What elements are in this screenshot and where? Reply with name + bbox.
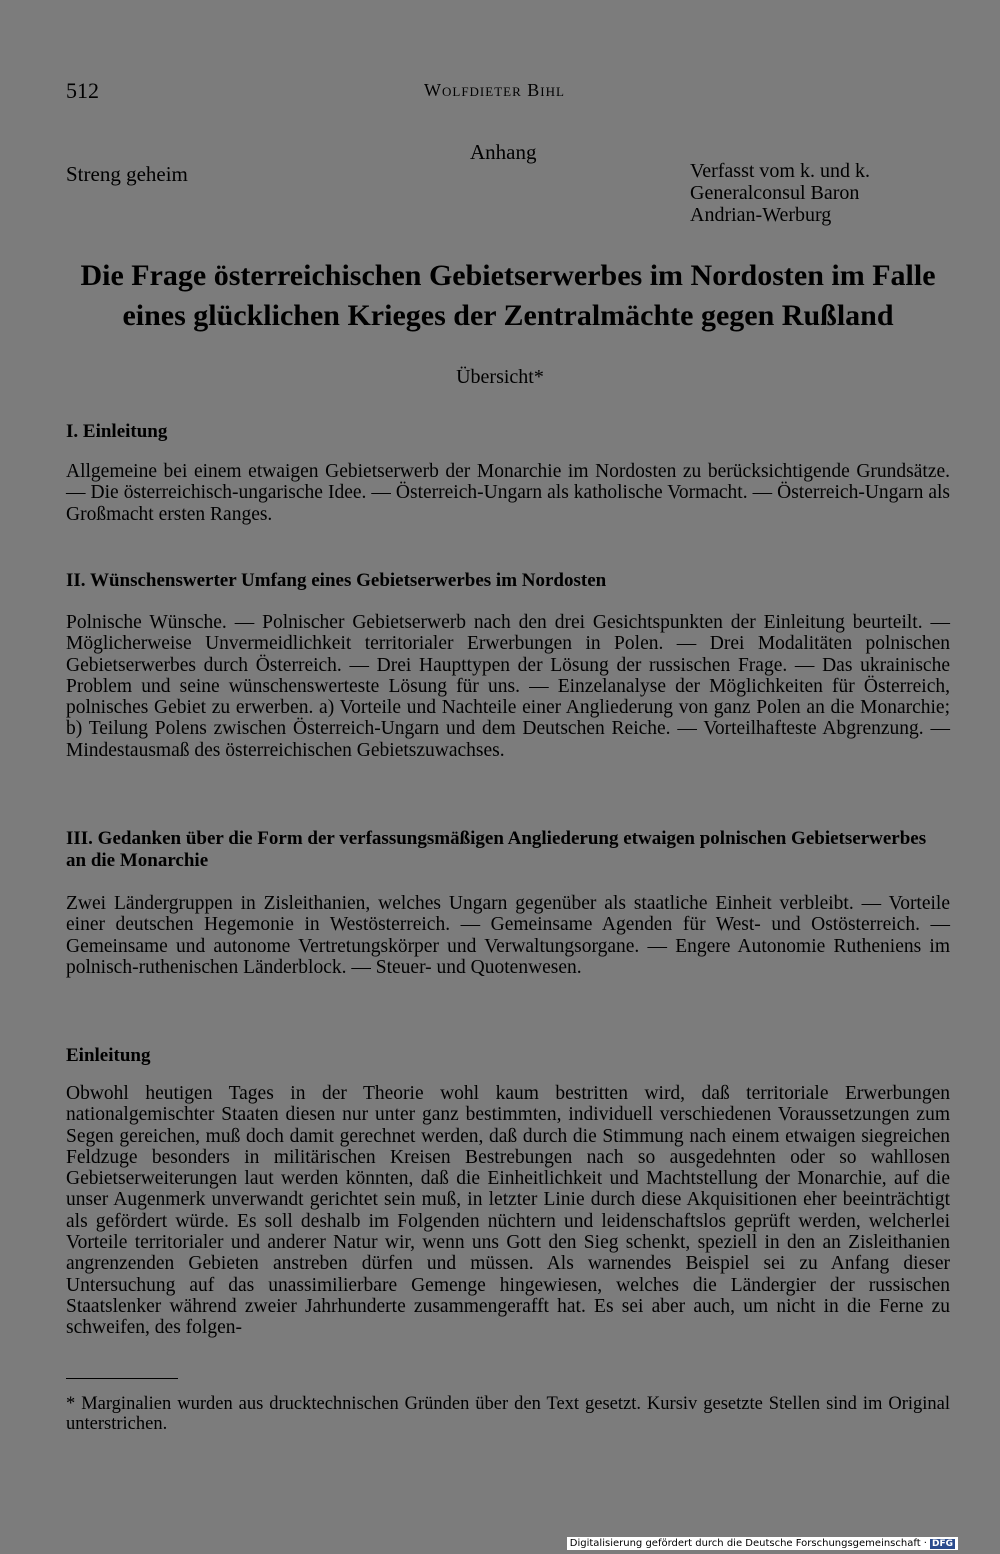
author-note-line: Verfasst vom k. und k. [690, 160, 870, 182]
section-heading: Einleitung [66, 1045, 151, 1066]
dfg-logo: DFG [931, 1538, 953, 1549]
section-summary: Polnische Wünsche. — Polnischer Gebietserwerb nach den drei Gesichtspunkten der Einleitung beurteilt. — Möglicherweise Unvermeidlichkeit territorialer Erwerbungen in Polen. — Drei Modalitäten polnischen Gebietserwerbes durch Österreich. — Drei Haupttypen der Lösung der russischen Frage. — Das ukrainische Problem und seine wünschenswerteste Lösung für uns. — Einzelanalyse der Möglichkeiten für Österreich, polnisches Gebiet zu erwerben. a) Vorteile und Nachteile einer Angliederung von ganz Polen an die Monarchie; b) Teilung Polens zwischen Österreich-Ungarn und dem Deutschen Reiche. — Vorteilhafteste Abgrenzung. — Mindestausmaß des österreichischen Gebietszuwachses. [66, 612, 950, 761]
body-paragraph: Obwohl heutigen Tages in der Theorie wohl kaum bestritten wird, daß territoriale Erwerbungen nationalgemischter Staaten diesen nur unter ganz bestimmten, individuell verschiedenen Voraussetzungen zum Segen gereichen, muß doch damit gerechnet werden, daß durch die Stimmung nach einem etwaigen siegreichen Feldzuge besonders in militärischen Kreisen Bestrebungen nach so ausgedehnten oder so wahllosen Gebietserweiterungen laut werden könnten, daß die Einheitlichkeit und Machtstellung der Monarchie, auf die unser Augenmerk unverwandt gerichtet sein muß, in letzter Linie durch diese Akquisitionen eher beeinträchtigt als gefördert würde. Es soll deshalb im Folgenden nüchtern und leidenschaftslos geprüft werden, welcherlei Vorteile territorialer und anderer Natur wir, wenn uns Gott den Sieg schenkt, speziell in den an Zisleithanien angrenzenden Gebieten anstreben dürfen und müssen. Als warnendes Beispiel sei zu Anfang dieser Untersuchung auf das unassimilierbare Gemenge hingewiesen, welches die Ländergier der russischen Staatslenker während zweier Jahrhunderte zusammengerafft hat. Es sei aber auch, um nicht in die Ferne zu schweifen, des folgen- [66, 1083, 950, 1339]
appendix-label: Anhang [470, 140, 537, 164]
footnote: * Marginalien wurden aus drucktechnischen Gründen über den Text gesetzt. Kursiv gesetzte Stellen sind im Original unterstrichen. [66, 1394, 950, 1434]
section-heading: II. Wünschenswerter Umfang eines Gebietserwerbes im Nordosten [66, 570, 607, 591]
document-title: Die Frage österreichischen Gebietserwerbes im Nordosten im Falle eines glücklichen Krieges der Zentralmächte gegen Rußland [80, 259, 936, 332]
running-head: Wolfdieter Bihl [424, 80, 565, 100]
author-note [690, 160, 870, 226]
section-summary: Allgemeine bei einem etwaigen Gebietserwerb der Monarchie im Nordosten zu berücksichtigende Grundsätze. — Die österreichisch-ungarische Idee. — Österreich-Ungarn als katholische Vormacht. — Österreich-Ungarn als Großmacht ersten Ranges. [66, 461, 950, 525]
classification-label: Streng geheim [66, 162, 188, 186]
digitization-credit [567, 1537, 958, 1550]
overview-label: Übersicht* [456, 366, 544, 388]
section-heading: I. Einleitung [66, 421, 168, 442]
section-heading: III. Gedanken über die Form der verfassungsmäßigen Angliederung etwaigen polnischen Gebietserwerbes an die Monarchie [66, 828, 927, 871]
credit-text: Digitalisierung gefördert durch die Deutsche Forschungsgemeinschaft · [569, 1538, 927, 1549]
section-summary: Zwei Ländergruppen in Zisleithanien, welches Ungarn gegenüber als staatliche Einheit verbleibt. — Vorteile einer deutschen Hegemonie in Westösterreich. — Gemeinsame Agenden für West- und Ostösterreich. — Gemeinsame und autonome Vertretungskörper und Verwaltungsorgane. — Engere Autonomie Rutheniens im polnisch-ruthenischen Länderblock. — Steuer- und Quotenwesen. [66, 893, 950, 978]
author-note-line: Generalconsul Baron [690, 182, 860, 204]
author-note-line: Andrian-Werburg [690, 204, 832, 226]
page-number: 512 [66, 78, 99, 103]
footnote-rule [66, 1378, 178, 1379]
